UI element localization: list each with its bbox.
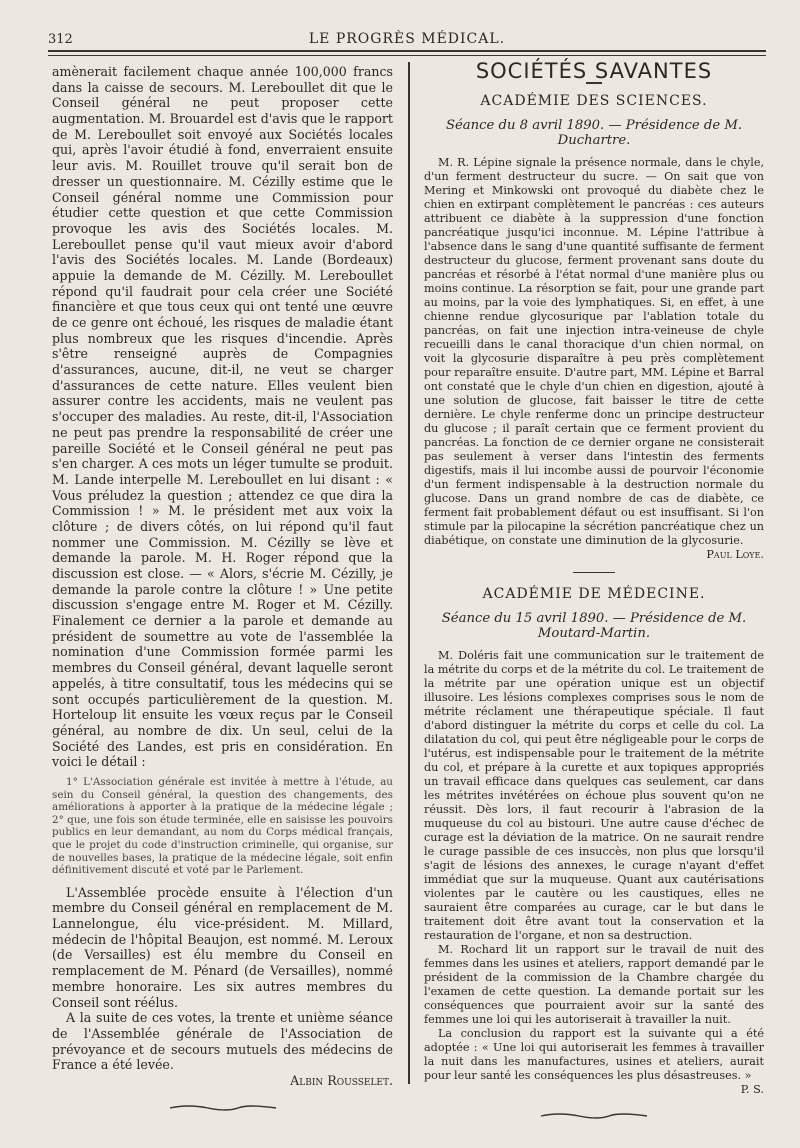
academy-sciences-paragraph: M. R. Lépine signale la présence normale, dans le chyle, d'un ferment destructeur du sucre. — On sait que von Mering et Minkowski ont provoqué du diabète chez le chien en extirpant complètement le pancréas : ces auteurs attribuent ce diabète à la suppression d'une fonction pancréatique jusqu'ici inconnue. M. Lépine l'attribue à l'absence dans le sang d'une quantité suffisante de ferment destructeur du glucose, ferment provenant sans doute du pancréas et résorbé à l'état normal d'une manière plus ou moins continue. La résorption se fait, pour une grande part au moins, par la voie des lymphatiques. Si, en effet, à une chienne rendue glycosurique par l'ablation totale du pancréas, on fait une injection intra-veineuse de chyle recueilli dans le canal thoracique d'un chien normal, on voit la glycosurie disparaître à peu près complètement pour reparaître ensuite. D'autre part, MM. Lépine et Barral ont constaté que le chyle d'un chien en digestion, ajouté à une solution de glucose, fait baisser le titre de cette dernière. Le chyle renferme donc un principe destructeur du glucose ; il paraît certain que ce ferment provient du pancréas. La fonction de ce dernier organe ne consisterait pas seulement à verser dans l'intestin des ferments digestifs, mais il lui incombe aussi de pourvoir l'économie d'un ferment indispensable à la destruction normale du glucose. Dans un grand nombre de cas de diabète, ce ferment fait probablement défaut ou est insuffisant. Si l'on stimule par la pilocapine la sécrétion pancréatique chez un diabétique, on constate une diminution de la glycosurie. bbox=[424, 156, 764, 547]
left-paragraph-1: amènerait facilement chaque année 100,000 francs dans la caisse de secours. M. Lereboullet dit que le Conseil général ne peut proposer cette augmentation. M. Brouardel est d'avis que le rapport de M. Lereboullet soit envoyé aux Sociétés locales qui, après l'avoir étudié à fond, enverraient ensuite leur avis. M. Rouillet trouve qu'il serait bon de dresser un questionnaire. M. Cézilly estime que le Conseil général nomme une Commission pour étudier cette question et que cette Commission provoque les avis des Sociétés locales. M. Lereboullet pense qu'il vaut mieux avoir d'abord l'avis des Sociétés locales. M. Lande (Bordeaux) appuie la demande de M. Cézilly. M. Lereboullet répond qu'il faudrait pour cela créer une Société financière et que tous ceux qui ont tenté une œuvre de ce genre ont échoué, les risques de maladie étant plus nombreux que les risques d'incendie. Après s'être renseigné auprès de Compagnies d'assurances, aucune, dit-il, ne veut se charger d'assurances de cette nature. Elles veulent bien assurer contre les accidents, mais ne veulent pas s'occuper des maladies. Au reste, dit-il, l'Association ne peut pas prendre la responsabilité de créer une pareille Société et le Conseil général ne peut pas s'en charger. A ces mots un léger tumulte se produit. M. Lande interpelle M. Lereboullet en lui disant : « Vous préludez la question ; attendez ce que dira la Commission ! » M. le président met aux voix la clôture ; de divers côtés, on lui répond qu'il faut nommer une Commission. M. Cézilly se lève et demande la parole. M. H. Roger répond que la discussion est close. — « Alors, s'écrie M. Cézilly, je demande la parole contre la clôture ! » Une petite discussion s'engage entre M. Roger et M. Cézilly. Finalement ce dernier a la parole et demande au président de soumettre au vote de l'assemblée la nomination d'une Commission formée parmi les membres du Conseil général, devant laquelle seront appelés, à titre consultatif, tous les médecins qui se sont occupés particulièrement de la question. M. Horteloup lit ensuite les vœux reçus par le Conseil général, au nombre de dix. Un seul, celui de la Société des Landes, est pris en considération. En voici le détail : bbox=[52, 64, 393, 770]
ornament-divider-right bbox=[539, 1111, 649, 1121]
column-divider bbox=[408, 62, 410, 1084]
left-paragraph-2: L'Assemblée procède ensuite à l'élection d'un membre du Conseil général en remplacement de M. Lannelongue, élu vice-président. M. Millard, médecin de l'hôpital Beaujon, est nommé. M. Leroux (de Versailles) est élu membre du Conseil en remplacement de M. Pénard (de Versailles), nommé membre honoraire. Les six autres membres du Conseil sont réélus. bbox=[52, 884, 393, 1010]
academy-sciences-title: ACADÉMIE DES SCIENCES. bbox=[480, 93, 708, 109]
academy-medecine-paragraph-2: M. Rochard lit un rapport sur le travail de nuit des femmes dans les usines et ateliers, rapport demandé par le président de la commission de la Chambre chargée du l'examen de cette question. La demande portait sur les conséquences que pourraient avoir sur la santé des femmes une loi qui les autoriserait à travailler la nuit. bbox=[424, 943, 764, 1026]
left-signature bbox=[52, 1073, 393, 1089]
academy-sciences-author bbox=[424, 548, 764, 562]
academy-medecine-author bbox=[424, 1083, 764, 1097]
ornament-divider bbox=[168, 1103, 278, 1113]
academy-sciences-session: Séance du 8 avril 1890. — Présidence de M. Duchartre. bbox=[445, 118, 743, 148]
left-footnote: 1° L'Association générale est invitée à mettre à l'étude, au sein du Conseil général, la question des changements, des améliorations à apporter à la pratique de la médecine légale ; 2° que, une fois son étude terminée, elle en saisisse les pouvoirs publics en leur demandant, au nom du Corps médical français, que le projet du code d'instruction criminelle, qui organise, sur de nouvelles bases, la pratique de la médecine légale, soit enfin définitivement discuté et voté par le Parlement. bbox=[52, 775, 393, 877]
left-paragraph-3: A la suite de ces votes, la trente et unième séance de l'Assemblée générale de l'Association de prévoyance et de secours mutuels des médecins de France a été levée. bbox=[52, 1010, 393, 1073]
left-column bbox=[52, 64, 393, 1113]
academy-medecine-title: ACADÉMIE DE MÉDECINE. bbox=[482, 586, 706, 602]
page-number: 312 bbox=[48, 32, 73, 47]
academy-medecine-session: Séance du 15 avril 1890. — Présidence de M. Moutard-Martin. bbox=[441, 611, 747, 641]
author-name: Paul Loye. bbox=[706, 548, 764, 561]
section-title: SOCIÉTÉS SAVANTES bbox=[475, 59, 713, 83]
signature-name: Albin Rousselet. bbox=[290, 1072, 393, 1088]
academy-separator bbox=[573, 572, 615, 573]
right-column bbox=[424, 59, 764, 1121]
journal-title: LE PROGRÈS MÉDICAL. bbox=[308, 31, 506, 47]
page-header bbox=[48, 28, 766, 50]
author-initials: P. S. bbox=[740, 1083, 764, 1096]
academy-medecine-paragraph-1: M. Doléris fait une communication sur le traitement de la métrite du corps et de la métrite du col. Le traitement de la métrite par une opération unique est un objectif illusoire. Les lésions complexes comprises sous le nom de métrite réclament une thérapeutique spéciale. Il faut d'abord distinguer la métrite du corps et celle du col. La dilatation du col, qui peut être négligeable pour le corps de l'utérus, est indispensable pour le traitement de la métrite du col, et prépare à la curette et aux topiques appropriés un travail efficace dans quelques cas seulement, car dans les métrites invétérées on échoue plus souvent qu'on ne réussit. Dès lors, il faut recourir à l'abrasion de la muqueuse du col au bistouri. Une autre cause d'échec de curage est la déviation de la matrice. On ne saurait rendre le curage passible de ces insuccès, non plus que lorsqu'il s'agit de lésions des annexes, le curage n'ayant d'effet immédiat que sur la muqueuse. Quant aux cautérisations violentes par le cautère ou les caustiques, elles ne sauraient être comparées au curage, car le but dans le traitement doit être avant tout la conservation et la restauration de l'organe, et non sa destruction. bbox=[424, 649, 764, 942]
header-rule-thin bbox=[48, 55, 766, 56]
header-rule bbox=[48, 50, 766, 52]
academy-medecine-paragraph-3: La conclusion du rapport est la suivante qui a été adoptée : « Une loi qui autoriserait les femmes à travailler la nuit dans les manufactures, usines et ateliers, aurait pour leur santé les conséquences les plus désastreuses. » bbox=[424, 1027, 764, 1082]
